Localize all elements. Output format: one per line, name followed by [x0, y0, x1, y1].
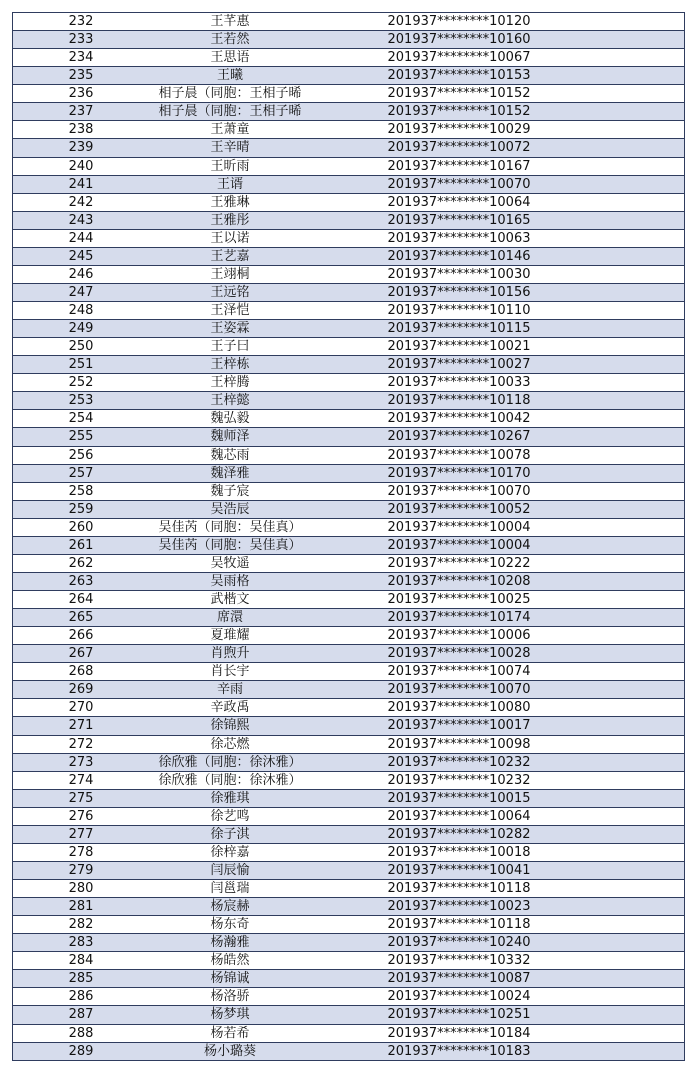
- row-number: 233: [68, 32, 94, 48]
- student-id: 201937********10064: [387, 194, 531, 210]
- student-id: 201937********10027: [387, 357, 531, 373]
- row-number: 285: [68, 971, 94, 987]
- student-id: 201937********10070: [387, 176, 531, 192]
- student-id: 201937********10006: [387, 628, 531, 644]
- student-id: 201937********10078: [387, 447, 531, 463]
- student-id: 201937********10072: [387, 140, 531, 156]
- table-row: [13, 392, 684, 410]
- student-id: 201937********10153: [387, 68, 531, 84]
- student-id: 201937********10152: [387, 86, 531, 102]
- row-number: 256: [68, 447, 94, 463]
- student-id: 201937********10021: [387, 339, 531, 355]
- row-number: 269: [68, 682, 94, 698]
- row-number: 282: [68, 917, 94, 933]
- row-number: 281: [68, 899, 94, 915]
- student-id: 201937********10183: [387, 1043, 531, 1059]
- student-id: 201937********10018: [387, 844, 531, 860]
- row-number: 289: [68, 1043, 94, 1059]
- student-id: 201937********10282: [387, 826, 531, 842]
- student-id: 201937********10160: [387, 32, 531, 48]
- student-name: 吴佳芮（同胞：吴佳真）: [158, 537, 302, 553]
- student-name: 王曦: [216, 68, 243, 84]
- student-id: 201937********10267: [387, 429, 531, 445]
- table-row: [13, 320, 684, 338]
- student-name: 徐梓嘉: [210, 844, 250, 860]
- row-number: 251: [68, 357, 94, 373]
- student-id: 201937********10167: [387, 158, 531, 174]
- table-row: [13, 374, 684, 392]
- student-name: 吴浩辰: [210, 501, 250, 517]
- student-name: 王若然: [210, 32, 250, 48]
- row-number: 237: [68, 104, 94, 120]
- table-row: [13, 483, 684, 501]
- table-row: [13, 410, 684, 428]
- row-number: 250: [68, 339, 94, 355]
- student-name: 魏子宸: [210, 483, 250, 499]
- student-id: 201937********10074: [387, 664, 531, 680]
- student-id: 201937********10118: [387, 917, 531, 933]
- student-id: 201937********10240: [387, 935, 531, 951]
- student-id: 201937********10033: [387, 375, 531, 391]
- student-name: 席澴: [216, 610, 243, 626]
- student-name: 徐子淇: [210, 826, 250, 842]
- table-row: [13, 121, 684, 139]
- student-name: 杨洛骄: [210, 989, 250, 1005]
- student-name: 杨皓然: [210, 953, 250, 969]
- row-number: 241: [68, 176, 94, 192]
- row-number: 263: [68, 573, 94, 589]
- student-id: 201937********10222: [387, 555, 531, 571]
- table-row: [13, 555, 684, 573]
- student-id: 201937********10063: [387, 230, 531, 246]
- student-name: 王姿霖: [210, 321, 250, 337]
- row-number: 268: [68, 664, 94, 680]
- student-name: 夏琟耀: [210, 628, 250, 644]
- table-row: [13, 338, 684, 356]
- student-name: 杨锦诚: [210, 971, 250, 987]
- student-name: 王昕雨: [210, 158, 250, 174]
- student-id: 201937********10004: [387, 537, 531, 553]
- row-number: 262: [68, 555, 94, 571]
- student-name: 王雅彤: [210, 212, 250, 228]
- table-row: [13, 176, 684, 194]
- row-number: 247: [68, 284, 94, 300]
- student-name: 杨东奇: [210, 917, 250, 933]
- row-number: 284: [68, 953, 94, 969]
- row-number: 283: [68, 935, 94, 951]
- row-number: 275: [68, 790, 94, 806]
- row-number: 261: [68, 537, 94, 553]
- table-row: [13, 934, 684, 952]
- table-row: [13, 465, 684, 483]
- table-row: [13, 67, 684, 85]
- student-name: 闫辰愉: [210, 862, 250, 878]
- row-number: 277: [68, 826, 94, 842]
- table-row: [13, 609, 684, 627]
- student-name: 肖长宇: [210, 664, 250, 680]
- student-name: 王子曰: [210, 339, 250, 355]
- row-number: 238: [68, 122, 94, 138]
- table-row: [13, 103, 684, 121]
- row-number: 240: [68, 158, 94, 174]
- student-id: 201937********10170: [387, 465, 531, 481]
- table-row: [13, 501, 684, 519]
- student-id: 201937********10208: [387, 573, 531, 589]
- student-name: 王梓栋: [210, 357, 250, 373]
- table-row: [13, 49, 684, 67]
- student-id: 201937********10098: [387, 736, 531, 752]
- row-number: 278: [68, 844, 94, 860]
- row-number: 243: [68, 212, 94, 228]
- student-list-table: [12, 12, 685, 1061]
- row-number: 249: [68, 321, 94, 337]
- row-number: 259: [68, 501, 94, 517]
- row-number: 270: [68, 700, 94, 716]
- student-name: 武楷文: [210, 592, 250, 607]
- row-number: 258: [68, 483, 94, 499]
- table-row: [13, 754, 684, 772]
- student-id: 201937********10025: [387, 592, 531, 607]
- student-name: 王谞: [216, 176, 243, 192]
- table-row: [13, 212, 684, 230]
- student-id: 201937********10232: [387, 772, 531, 788]
- student-name: 徐芯燃: [210, 736, 250, 752]
- table-row: [13, 826, 684, 844]
- student-id: 201937********10165: [387, 212, 531, 228]
- table-row: [13, 537, 684, 555]
- student-id: 201937********10115: [387, 321, 531, 337]
- student-id: 201937********10029: [387, 122, 531, 138]
- table-row: [13, 85, 684, 103]
- student-id: 201937********10067: [387, 50, 531, 66]
- student-id: 201937********10070: [387, 483, 531, 499]
- student-name: 吴雨格: [210, 573, 250, 589]
- student-id: 201937********10087: [387, 971, 531, 987]
- student-id: 201937********10024: [387, 989, 531, 1005]
- student-name: 王以诺: [210, 230, 250, 246]
- student-name: 王芊惠: [210, 14, 250, 29]
- table-row: [13, 717, 684, 735]
- table-row: [13, 916, 684, 934]
- student-name: 王艺嘉: [210, 248, 250, 264]
- student-name: 辛政禹: [210, 700, 250, 716]
- table-row: [13, 898, 684, 916]
- student-name: 徐欣雅（同胞：徐沐雅）: [158, 754, 302, 770]
- student-id: 201937********10064: [387, 808, 531, 824]
- student-id: 201937********10174: [387, 610, 531, 626]
- row-number: 248: [68, 303, 94, 318]
- table-row: [13, 663, 684, 681]
- row-number: 286: [68, 989, 94, 1005]
- student-name: 徐雅琪: [210, 790, 250, 806]
- student-name: 王思语: [210, 50, 250, 66]
- student-id: 201937********10110: [387, 303, 531, 318]
- row-number: 276: [68, 808, 94, 824]
- table-row: [13, 591, 684, 609]
- student-name: 王辛晴: [210, 140, 250, 156]
- student-id: 201937********10146: [387, 248, 531, 264]
- row-number: 253: [68, 393, 94, 409]
- student-name: 闫邕瑞: [210, 881, 250, 896]
- student-name: 杨梦琪: [210, 1007, 250, 1023]
- table-row: [13, 230, 684, 248]
- table-row: [13, 519, 684, 537]
- row-number: 236: [68, 86, 94, 102]
- student-id: 201937********10015: [387, 790, 531, 806]
- table-row: [13, 248, 684, 266]
- table-row: [13, 645, 684, 663]
- student-id: 201937********10023: [387, 899, 531, 915]
- row-number: 264: [68, 592, 94, 607]
- table-row: [13, 31, 684, 49]
- row-number: 260: [68, 519, 94, 535]
- row-number: 279: [68, 862, 94, 878]
- row-number: 266: [68, 628, 94, 644]
- student-id: 201937********10052: [387, 501, 531, 517]
- student-id: 201937********10156: [387, 284, 531, 300]
- table-row: [13, 808, 684, 826]
- student-name: 杨瀚雅: [210, 935, 250, 951]
- table-row: [13, 790, 684, 808]
- student-id: 201937********10070: [387, 682, 531, 698]
- student-id: 201937********10030: [387, 266, 531, 282]
- table-row: [13, 699, 684, 717]
- table-row: [13, 139, 684, 157]
- student-name: 徐艺鸣: [210, 808, 250, 824]
- student-name: 王梓腾: [210, 375, 250, 391]
- table-row: [13, 428, 684, 446]
- student-name: 魏芯雨: [210, 447, 250, 463]
- student-id: 201937********10042: [387, 411, 531, 427]
- row-number: 271: [68, 718, 94, 734]
- student-name: 吴牧遥: [210, 555, 250, 571]
- table-row: [13, 356, 684, 374]
- row-number: 254: [68, 411, 94, 427]
- student-id: 201937********10184: [387, 1025, 531, 1041]
- student-name: 王萧童: [210, 122, 250, 138]
- table-row: [13, 988, 684, 1006]
- student-id: 201937********10004: [387, 519, 531, 535]
- student-name: 杨若希: [210, 1025, 250, 1041]
- student-id: 201937********10152: [387, 104, 531, 120]
- table-row: [13, 284, 684, 302]
- row-number: 267: [68, 646, 94, 662]
- row-number: 272: [68, 736, 94, 752]
- student-name: 杨宸赫: [210, 899, 250, 915]
- row-number: 239: [68, 140, 94, 156]
- table-row: [13, 302, 684, 320]
- table-row: [13, 970, 684, 988]
- table-row: [13, 573, 684, 591]
- table-row: [13, 772, 684, 790]
- table-row: [13, 1006, 684, 1024]
- table-row: [13, 1025, 684, 1043]
- row-number: 246: [68, 266, 94, 282]
- student-name: 王梓懿: [210, 393, 250, 409]
- table-row: [13, 266, 684, 284]
- student-name: 王远铭: [210, 284, 250, 300]
- row-number: 234: [68, 50, 94, 66]
- table-row: [13, 736, 684, 754]
- table-row: [13, 681, 684, 699]
- student-id: 201937********10028: [387, 646, 531, 662]
- student-id: 201937********10120: [387, 14, 531, 29]
- student-name: 肖煦升: [210, 646, 250, 662]
- table-row: [13, 447, 684, 465]
- student-name: 吴佳芮（同胞：吴佳真）: [158, 519, 302, 535]
- student-id: 201937********10251: [387, 1007, 531, 1023]
- table-row: [13, 194, 684, 212]
- table-row: [13, 880, 684, 898]
- row-number: 288: [68, 1025, 94, 1041]
- student-name: 王翊桐: [210, 266, 250, 282]
- student-id: 201937********10041: [387, 862, 531, 878]
- student-name: 相子晨（同胞：王相子晞: [158, 104, 302, 120]
- table-row: [13, 952, 684, 970]
- table-row: [13, 158, 684, 176]
- row-number: 252: [68, 375, 94, 391]
- row-number: 245: [68, 248, 94, 264]
- student-id: 201937********10332: [387, 953, 531, 969]
- row-number: 235: [68, 68, 94, 84]
- row-number: 242: [68, 194, 94, 210]
- row-number: 257: [68, 465, 94, 481]
- student-name: 王泽恺: [210, 303, 250, 318]
- table-row: [13, 627, 684, 645]
- student-name: 魏弘毅: [210, 411, 250, 427]
- row-number: 244: [68, 230, 94, 246]
- student-id: 201937********10232: [387, 754, 531, 770]
- student-id: 201937********10017: [387, 718, 531, 734]
- student-name: 魏师泽: [210, 429, 250, 445]
- student-id: 201937********10080: [387, 700, 531, 716]
- row-number: 232: [68, 14, 94, 29]
- student-id: 201937********10118: [387, 881, 531, 896]
- table-row: [13, 862, 684, 880]
- table-row: [13, 844, 684, 862]
- row-number: 273: [68, 754, 94, 770]
- student-name: 徐锦熙: [210, 718, 250, 734]
- student-name: 相子晨（同胞：王相子晞: [158, 86, 302, 102]
- student-name: 辛雨: [216, 682, 243, 698]
- row-number: 280: [68, 881, 94, 896]
- student-name: 徐欣雅（同胞：徐沐雅）: [158, 772, 302, 788]
- row-number: 255: [68, 429, 94, 445]
- table-row: [13, 1043, 684, 1061]
- row-number: 274: [68, 772, 94, 788]
- student-name: 王雅琳: [210, 194, 250, 210]
- student-name: 杨小璐葵: [203, 1043, 256, 1059]
- row-number: 265: [68, 610, 94, 626]
- student-name: 魏泽雅: [210, 465, 250, 481]
- table-row: [13, 13, 684, 31]
- row-number: 287: [68, 1007, 94, 1023]
- student-id: 201937********10118: [387, 393, 531, 409]
